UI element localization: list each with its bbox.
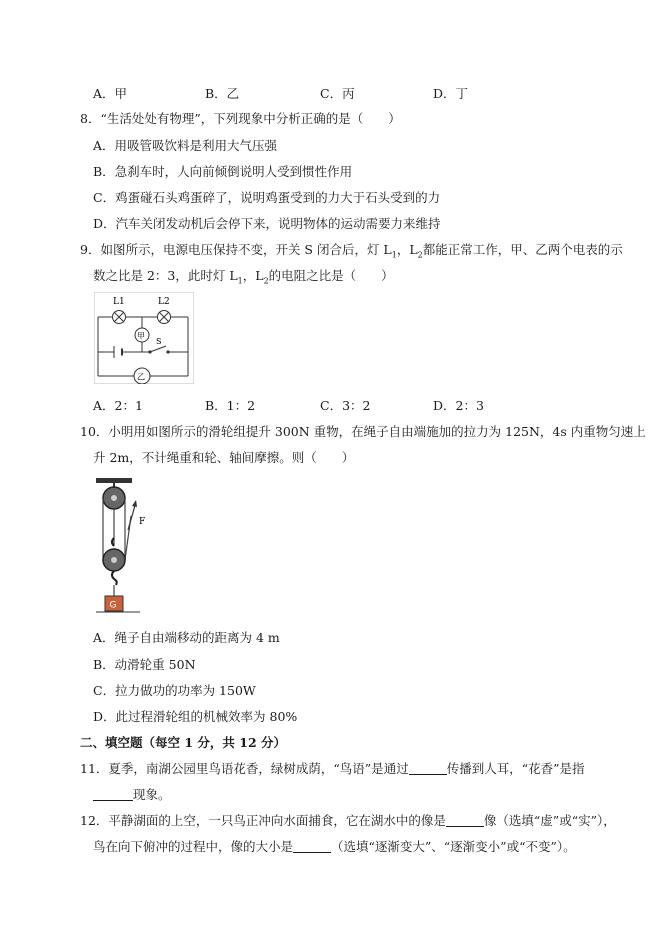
q7-option-c: C．丙 [320,86,355,101]
q11-line1: 11．夏季，南湖公园里鸟语花香，绿树成荫，“鸟语”是通过 传播到人耳，“花香”是指 [80,761,585,776]
answer-blank[interactable] [409,761,447,775]
q8-option-d: D．汽车关闭发动机后会停下来，说明物体的运动需要力来维持 [93,216,441,231]
q9-option-a: A．2：1 [93,398,143,413]
q12-line2: 鸟在向下俯冲的过程中，像的大小是 （选填“逐渐变大”、“逐渐变小”或“不变”）。 [93,839,576,854]
q9-stem-line2: 数之比是 2：3，此时灯 $L_1$，$L_2$的电阻之比是（ ） [93,268,394,286]
label-yi: 乙 [137,372,145,382]
label-l2: L2 [158,297,170,307]
lamp-l1-icon [113,311,126,324]
q10-option-a: A．绳子自由端移动的距离为 4 m [93,630,280,645]
pulley-diagram [90,476,160,622]
q7-option-b: B．乙 [205,86,240,101]
q9-option-d: D．2：3 [433,398,484,413]
lamp-l2-icon [158,311,171,324]
q10-option-d: D．此过程滑轮组的机械效率为 80% [93,709,298,724]
answer-blank[interactable] [293,839,331,853]
q8-option-c: C．鸡蛋碰石头鸡蛋碎了，说明鸡蛋受到的力大于石头受到的力 [93,190,441,205]
q7-option-d: D．丁 [433,86,469,101]
section-heading: 二、填空题（每空 1 分，共 12 分） [80,735,287,750]
answer-blank[interactable] [93,787,133,801]
label-g: G [109,600,117,611]
q10-option-b: B．动滑轮重 50N [93,657,196,672]
q9-option-c: C．3：2 [320,398,371,413]
q12-line1: 12．平静湖面的上空，一只鸟正冲向水面捕食，它在湖水中的像是 像（选填“虚”或“实”）， [80,813,616,828]
label-l1: L1 [113,297,125,307]
q7-option-a: A．甲 [93,86,128,101]
q9-stem-line1: 9．如图所示，电源电压保持不变，开关 S 闭合后，灯 $L_1$，$L_2$都能正常工作，甲、乙两个电表的示 [80,242,623,260]
ceiling-icon [96,478,132,483]
q10-stem-line1: 10．小明用如图所示的滑轮组提升 300N 重物，在绳子自由端施加的拉力为 125N，4s 内重物匀速上 [80,424,646,439]
q10-option-c: C．拉力做功的功率为 150W [93,683,256,698]
q8-option-b: B．急刹车时，人向前倾倒说明人受到惯性作用 [93,164,353,179]
label-s: S [156,337,162,346]
label-f: F [139,517,146,527]
q10-stem-line2: 升 2m，不计绳重和轮、轴间摩擦。则（ ） [93,450,355,465]
q8-option-a: A．用吸管吸饮料是利用大气压强 [93,138,278,153]
answer-blank[interactable] [446,813,484,827]
circuit-diagram [94,292,194,384]
q11-line2: 现象。 [93,786,171,804]
q8-stem: 8．“生活处处有物理”，下列现象中分析正确的是（ ） [80,111,401,126]
label-jia: 甲 [137,331,145,341]
q9-option-b: B．1：2 [205,398,256,413]
